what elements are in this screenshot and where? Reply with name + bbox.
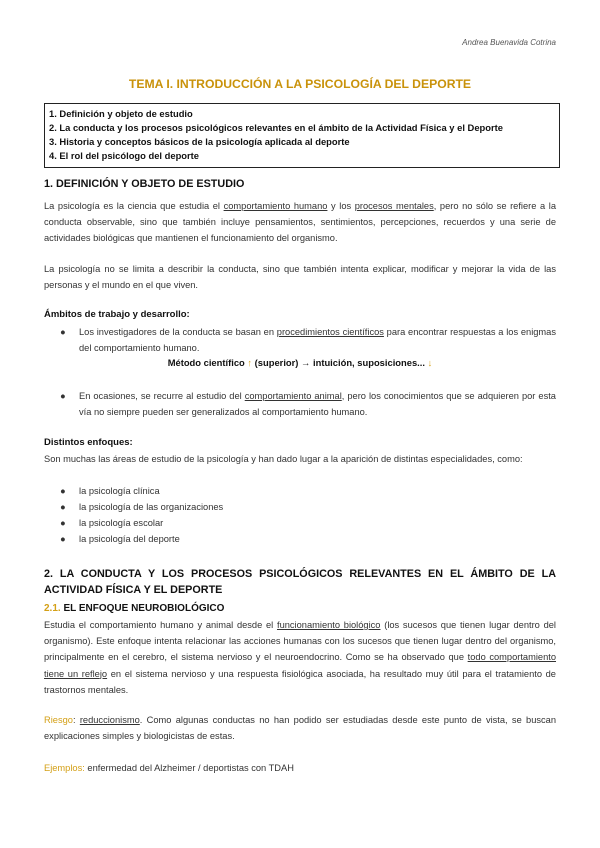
text-run: . Como algunas conductas no han podido ser estudiadas desde este punto de vista, se buscan explicaciones simples y biologicistas de estas. [44,715,557,742]
section2-paragraph1 [44,617,556,698]
text-run: en el sistema nervioso y una respuesta fisiológica asociada, ha resultado muy útil para el tratamiento de trastornos mentales. [44,668,556,695]
list-item [62,499,556,515]
bullet-icon: ● [60,502,66,512]
subsection-number: 2.1. [44,603,61,614]
section1-paragraph1 [44,198,556,247]
bullet-icon: ● [60,518,66,528]
text-run: La psicología es la ciencia que estudia el [44,201,224,211]
bullet-icon: ● [60,327,66,337]
subsection-heading [44,603,224,614]
section2-heading: 2. LA CONDUCTA Y LOS PROCESOS PSICOLÓGICOS RELEVANTES EN EL ÁMBITO DE LA ACTIVIDAD FÍSICA Y EL DEPORTE [44,568,556,596]
section1-heading: 1. DEFINICIÓN Y OBJETO DE ESTUDIO [44,178,245,190]
text-run: Los investigadores de la conducta se basan en [79,327,277,337]
text-run: Estudia el comportamiento humano y animal desde el [44,620,277,630]
list-item [62,483,556,499]
subsection-title: EL ENFOQUE NEUROBIOLÓGICO [60,603,225,614]
list-item-text: la psicología escolar [79,518,164,528]
arrow-up-icon: ↑ [247,357,253,368]
toc-item: 3. Historia y conceptos básicos de la psicología aplicada al deporte [49,136,350,147]
text-run: : [72,715,80,725]
riesgo-label: Riesgo [44,715,73,725]
text-run: En ocasiones, se recurre al estudio del [79,391,245,401]
enfoques-intro: Son muchas las áreas de estudio de la psicología y han dado lugar a la aparición de distintas especialidades, como: [44,454,523,464]
list-item [62,531,556,547]
toc-item: 4. El rol del psicólogo del deporte [49,150,200,161]
list-item [62,388,556,420]
list-item-text: la psicología clínica [79,486,160,496]
text-run: (los sucesos que tienen lugar dentro del organismo). Este enfoque intenta relacionar las acciones humanas con los sucesos que tienen lugar dentro del organismo, principalmente en el cerebro, el sistema nervioso y el neuroendocrino. Como se ha observado que [44,620,556,663]
bullet-icon: ● [60,391,66,401]
text-run: enfermedad del Alzheimer / deportistas con TDAH [84,763,294,773]
riesgo-paragraph [44,712,556,744]
underlined-term: todo comportamiento tiene un reflejo [44,652,557,679]
list-item-text: la psicología de las organizaciones [79,502,224,512]
section1-paragraph2: La psicología no se limita a describir la conducta, sino que también intenta explicar, modificar y mejorar la vida de las personas y el mundo en el que viven. [44,264,556,291]
underlined-term: comportamiento animal [244,391,342,401]
underlined-term: procedimientos científicos [276,327,384,337]
ejemplos-paragraph [44,760,556,776]
list-item [62,324,556,356]
underlined-term: funcionamiento biológico [276,620,381,630]
underlined-term: procesos mentales [354,201,434,211]
bullet-icon: ● [60,534,66,544]
ejemplos-label: Ejemplos: [44,763,85,773]
arrow-down-icon: ↓ [427,357,433,368]
text-run: y los [327,201,355,211]
text-run: (superior) → intuición, suposiciones... [252,357,428,368]
text-run: para encontrar respuestas a los enigmas del comportamiento humano. [79,327,556,354]
text-run: , pero los conocimientos que se adquieren por esta vía no siempre pueden ser generalizados al comportamiento humano. [79,391,556,418]
table-of-contents [44,103,560,168]
bullet-icon: ● [60,486,66,496]
author-name: Andrea Buenavida Cotrina [462,38,556,47]
toc-item: 1. Definición y objeto de estudio [49,108,193,119]
underlined-term: reduccionismo [79,715,140,725]
list-item [62,515,556,531]
list-item-text: la psicología del deporte [79,534,180,544]
toc-item: 2. La conducta y los procesos psicológicos relevantes en el ámbito de la Actividad Física y el Deporte [49,122,503,133]
page-title: TEMA I. INTRODUCCIÓN A LA PSICOLOGÍA DEL DEPORTE [128,77,472,91]
underlined-term: comportamiento humano [223,201,328,211]
ambitos-heading: Ámbitos de trabajo y desarrollo: [44,309,190,320]
enfoques-heading: Distintos enfoques: [44,437,133,448]
text-run: , pero no sólo se refiere a la conducta observable, sino que también incluye pensamientos, sentimientos, percepciones, recuerdos y una serie de actividades biológicas que mantienen el funcionamiento del organismo. [44,201,556,244]
method-formula [0,357,600,368]
text-run: Método científico [167,357,248,368]
